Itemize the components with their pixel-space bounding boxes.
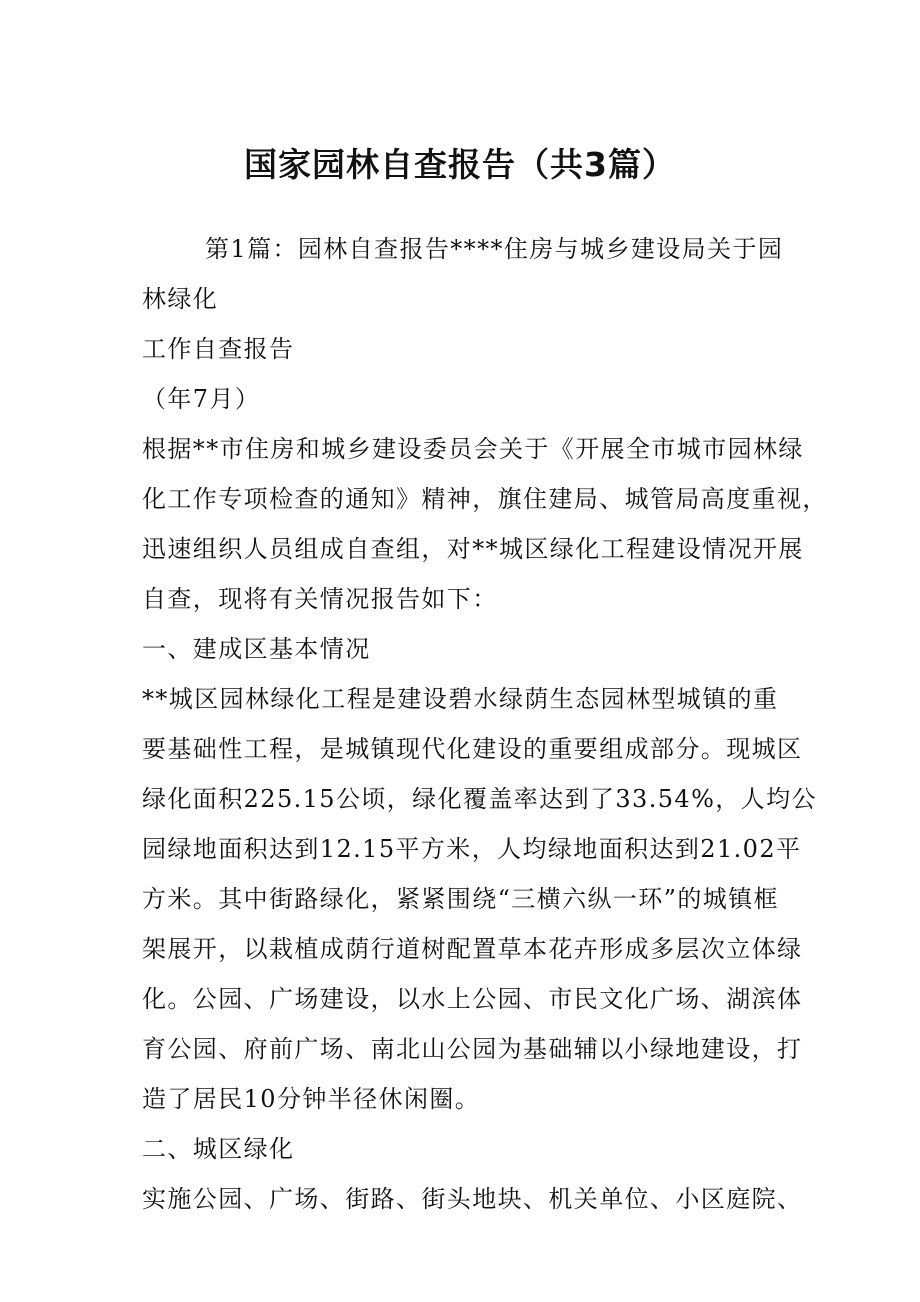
paragraph-line: **城区园林绿化工程是建设碧水绿荫生态园林型城镇的重 xyxy=(142,685,779,713)
paragraph-line: 迅速组织人员组成自查组，对**城区绿化工程建设情况开展 xyxy=(142,535,804,563)
paragraph-line: 第1篇：园林自查报告****住房与城乡建设局关于园 xyxy=(205,235,784,263)
paragraph-line: 实施公园、广场、街路、街头地块、机关单位、小区庭院、 xyxy=(142,1185,803,1213)
paragraph-line: 根据**市住房和城乡建设委员会关于《开展全市城市园林绿 xyxy=(142,435,804,463)
section-heading: 一、建成区基本情况 xyxy=(142,635,371,663)
paragraph-line: 化。公园、广场建设，以水上公园、市民文化广场、湖滨体 xyxy=(142,985,803,1013)
document-body xyxy=(142,224,828,1224)
paragraph-line: 林绿化 xyxy=(142,285,219,313)
paragraph-line: 育公园、府前广场、南北山公园为基础辅以小绿地建设，打 xyxy=(142,1035,803,1063)
paragraph-line: 要基础性工程，是城镇现代化建设的重要组成部分。现城区 xyxy=(142,735,803,763)
paragraph-line: 绿化面积225.15公顷，绿化覆盖率达到了33.54%，人均公 xyxy=(142,785,817,813)
paragraph-line: 方米。其中街路绿化，紧紧围绕“三横六纵一环”的城镇框 xyxy=(142,885,779,913)
paragraph-line: 园绿地面积达到12.15平方米，人均绿地面积达到21.02平 xyxy=(142,835,802,863)
paragraph-line: 造了居民10分钟半径休闲圈。 xyxy=(142,1085,481,1113)
section-heading: 二、城区绿化 xyxy=(142,1135,295,1163)
document-title: 国家园林自查报告（共3篇） xyxy=(244,145,676,184)
paragraph-line: （年7月） xyxy=(142,385,261,413)
paragraph-line: 自查，现将有关情况报告如下： xyxy=(142,585,498,613)
paragraph-line: 化工作专项检查的通知》精神，旗住建局、城管局高度重视， xyxy=(142,485,828,513)
paragraph-line: 架展开，以栽植成荫行道树配置草本花卉形成多层次立体绿 xyxy=(142,935,803,963)
paragraph-line: 工作自查报告 xyxy=(142,335,295,363)
